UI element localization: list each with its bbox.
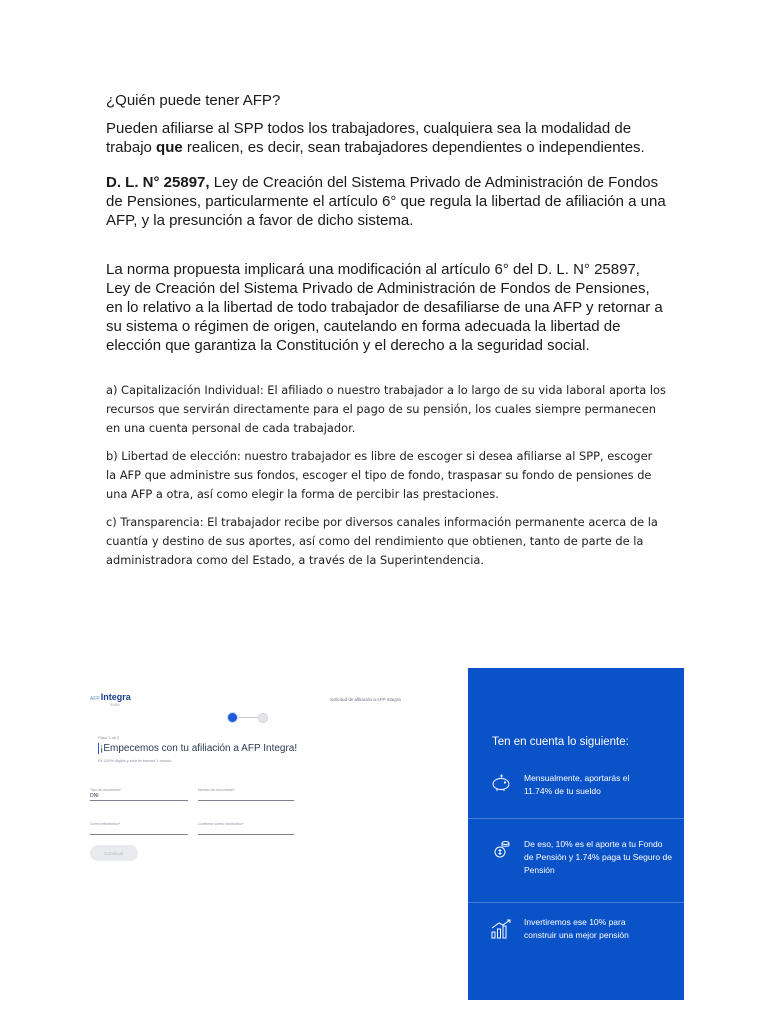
paragraph-1-end: realicen, es decir, sean trabajadores dependientes o independientes. [186,139,645,156]
paragraph-3: La norma propuesta implicará una modificación al artículo 6° del D. L. N° 25897, Ley de Creación del Sistema Privado de Administración de Fondos de Pensiones, en lo relativo a la libertad de todo trabajador de desafiliarse de una AFP y retornar a su sistema o régimen de origen, cautelando en forma adecuada la libertad de elección que garantiza la Constitución y el derecho a la seguridad social. [106,261,663,354]
paragraph-1-start: Pueden afiliarse al SPP todos los trabajadores, cualquiera sea la modalidad de trabajo [106,120,632,156]
email-label: Correo electrónico* [90,822,120,826]
affiliation-form-screenshot [88,688,416,916]
panel-title: Ten en cuenta lo siguiente: [492,736,629,748]
document-type-label: Tipo de documento* [90,788,122,792]
form-headline: ¡Empecemos con tu afiliación a AFP Integra! [100,743,298,754]
document-type-select[interactable] [90,788,188,801]
step-indicator-inactive [258,713,268,723]
law-reference: D. L. N° 25897, [106,174,210,191]
logo-text: Integra [100,692,131,702]
section-question: ¿Quién puede tener AFP? [106,92,281,109]
confirm-email-label: Confirmar correo electrónico* [198,822,244,826]
money-coins-icon [490,838,512,860]
afp-integra-logo [90,692,131,702]
document-body [106,92,666,579]
info-item-text: Mensualmente, aportarás el 11.74% de tu sueldo [524,773,630,796]
info-item-text: De eso, 10% es el aporte a tu Fondo de Pensión y 1.74% paga tu Seguro de Pensión [524,839,672,875]
info-item-text: Invertiremos ese 10% para construir una mejor pensión [524,917,629,940]
growth-chart-icon [490,918,512,940]
logo-prefix: AFP [90,696,100,702]
document-number-input[interactable] [198,788,294,801]
step-indicator-active [227,712,238,723]
paragraph-2-text: Ley de Creación del Sistema Privado de Administración de Fondos de Pensiones, particularmente el artículo 6° que regula la libertad de afiliación a una AFP, y la presunción a favor de dicho sistema. [106,174,666,229]
info-panel [468,668,684,1000]
step-connector [238,717,258,718]
paragraph-2 [106,173,666,230]
header-caption: Solicitud de afiliación a AFP Integra [330,697,401,702]
principles-list [106,381,666,570]
document-number-label: Número de documento* [198,788,235,792]
list-item: b) Libertad de elección: nuestro trabajador es libre de escoger si desea afiliarse al SPP, escoger la AFP que administre sus fondos, escoger el tipo de fondo, traspasar su fondo de pensiones de una AFP a otra, así como elegir la forma de percibir las prestaciones. [106,449,653,501]
paragraph-1 [106,119,666,157]
list-item: c) Transparencia: El trabajador recibe por diversos canales información permanente acerca de la cuantía y destino de sus aportes, así como del rendimiento que obtienen, tanto de parte de la administradora como del Estado, a través de la Superintendencia. [106,515,658,567]
paragraph-1-bold: que [156,139,183,156]
divider [468,818,684,819]
document-type-value: DNI [90,793,99,799]
continue-button[interactable]: Continuar [90,845,138,861]
step-label: Paso 1 de 2 [98,735,120,740]
list-item: a) Capitalización Individual: El afiliado o nuestro trabajador a lo largo de su vida laboral aporta los recursos que servirán directamente para el pago de su pensión, los cuales siempre permanecen en una cuenta personal de cada trabajador. [106,383,666,435]
email-input[interactable] [90,822,188,835]
logo-subtitle: SURA [110,703,120,707]
divider [468,902,684,903]
piggy-bank-icon [490,772,512,794]
confirm-email-input[interactable] [198,822,294,835]
form-tagline: Es 100% digital y solo te tomará 1 minuto [98,758,172,763]
